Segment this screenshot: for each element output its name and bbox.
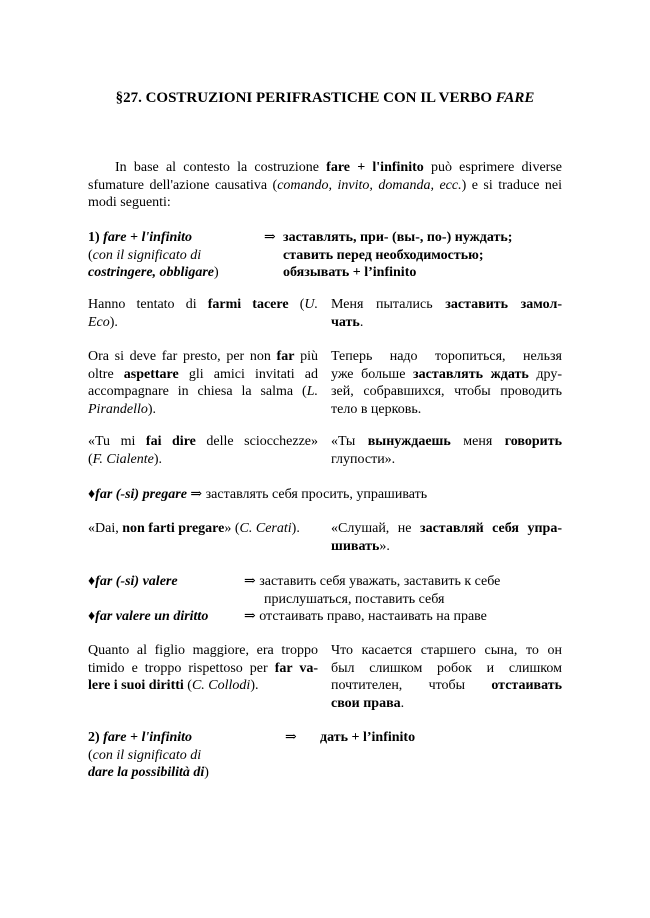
example-3-italian: «Tu mi fai dire delle sciocchezze» (F. Cialente). (88, 434, 318, 467)
example-2-russian: Теперь надо торопиться, нельзя уже больше заставлять ждать дру- зей, собравшихся, чтобы проводить тело в церковь. (331, 349, 562, 417)
bullet-far-valere: ♦far (-si) valere (88, 574, 178, 589)
bullet-far-pregare: ♦far (-si) pregare ⇒ заставлять себя просить, упрашивать (88, 487, 428, 502)
section-2-arrow: ⇒ (285, 730, 297, 745)
bullet-far-valere-diritto: ♦far valere un diritto (88, 609, 209, 624)
example-1-italian: Hanno tentato di farmi tacere (U. Eco). (88, 297, 319, 330)
section-2-translation: дать + l’infinito (320, 730, 416, 745)
example-3-russian: «Ты вынуждаешь меня говорить глупости». (331, 434, 562, 467)
diamond-bullet-icon: ♦ (88, 574, 96, 589)
section-1-heading: 1) fare + l'infinito (con il significato di costringere, obbligare) (88, 230, 219, 280)
example-4-russian: «Слушай, не заставляй себя упра- шивать». (331, 521, 562, 554)
diamond-bullet-icon: ♦ (88, 487, 96, 502)
bullet-far-valere-diritto-translation: ⇒ отстаивать право, настаивать на праве (244, 609, 487, 624)
section-2-heading: 2) fare + l'infinito (con il significato di dare la possibilità di) (88, 730, 209, 780)
example-4-italian: «Dai, non farti pregare» (C. Cerati). (88, 521, 300, 536)
example-2-italian: Ora si deve far presto, per non far più oltre aspettare gli amici invitati ad accompagnare in chiesa la salma (L. Pirandello). (88, 349, 318, 417)
intro-paragraph: In base al contesto la costruzione fare + l'infinito può esprimere diverse sfumature dell'azione causativa (comando, invito, domanda, ecc.) e si traduce nei modi seguenti: (88, 160, 562, 210)
diamond-bullet-icon: ♦ (88, 609, 96, 624)
section-1-translation: заставлять, при- (вы-, по-) нуждать; ставить перед необходимостью; обязывать + l’infinito (283, 230, 513, 280)
example-5-italian: Quanto al figlio maggiore, era troppo timido e troppo rispettoso per far va- lere i suoi diritti (C. Collodi). (88, 643, 318, 693)
example-1-russian: Меня пытались заставить замол- чать. (331, 297, 562, 330)
bullet-far-valere-translation: ⇒ заставить себя уважать, заставить к себе прислушаться, поставить себя (244, 574, 501, 607)
section-1-arrow: ⇒ (264, 230, 276, 245)
page-title: §27. COSTRUZIONI PERIFRASTICHE CON IL VERBO FARE (115, 90, 535, 106)
example-5-russian: Что касается старшего сына, то он был слишком робок и слишком почтителен, чтобы отстаивать свои права. (331, 643, 562, 711)
